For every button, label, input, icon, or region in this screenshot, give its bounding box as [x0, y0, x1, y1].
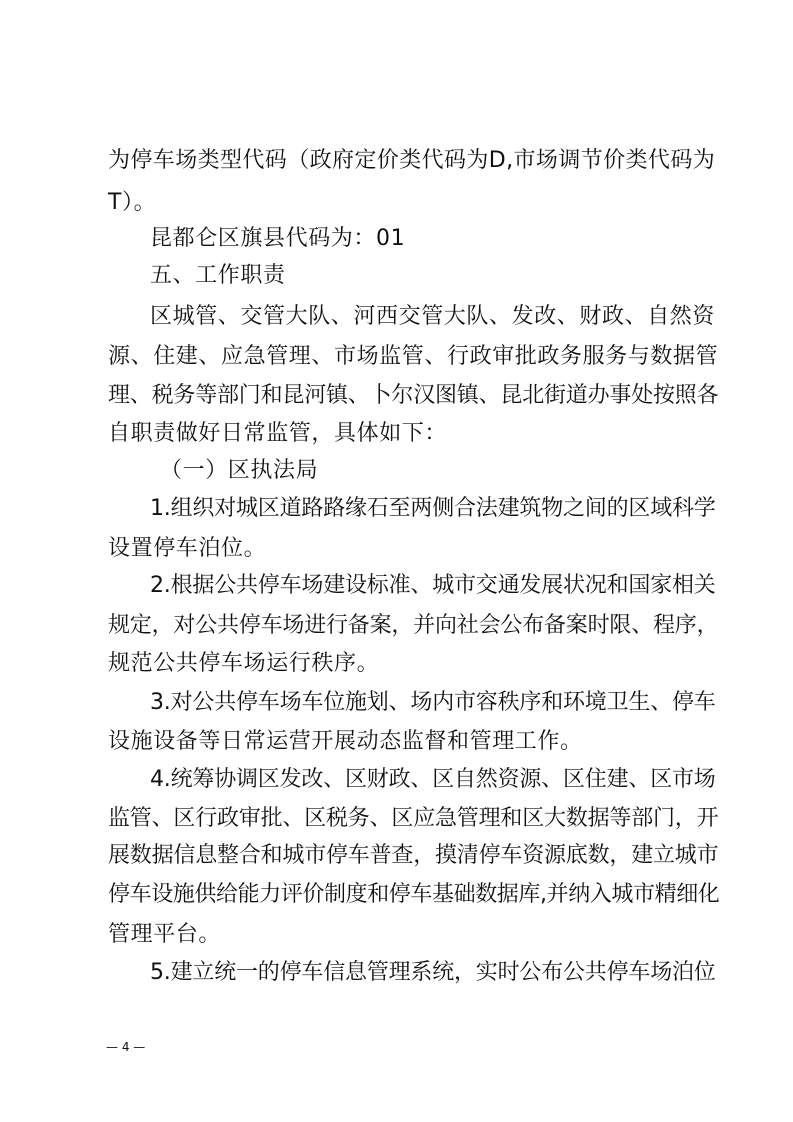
- text-line: 1.组织对城区道路路缘石至两侧合法建筑物之间的区域科学: [150, 496, 716, 521]
- text-line: 区城管、交管大队、河西交管大队、发改、财政、自然资: [150, 304, 716, 329]
- text-line: 源、住建、应急管理、市场监管、行政审批政务服务与数据管: [108, 344, 719, 369]
- text-line: 5.建立统一的停车信息管理系统，实时公布公共停车场泊位: [150, 960, 716, 985]
- text-line: 规定，对公共停车场进行备案，并向社会公布备案时限、程序，: [108, 613, 719, 638]
- text-line: 理、税务等部门和昆河镇、卜尔汉图镇、昆北街道办事处按照各: [108, 383, 719, 408]
- text-line: 2.根据公共停车场建设标准、城市交通发展状况和国家相关: [150, 573, 716, 598]
- text-line: 管理平台。: [108, 922, 222, 947]
- text-line: T）。: [108, 190, 157, 215]
- text-line: 设置停车泊位。: [108, 536, 267, 561]
- subsection-heading: （一）区执法局: [160, 458, 319, 483]
- text-line: 4.统筹协调区发改、区财政、区自然资源、区住建、区市场: [150, 767, 716, 792]
- text-line: 展数据信息整合和城市停车普查，摸清停车资源底数，建立城市: [108, 843, 719, 868]
- page-number: — 4 —: [106, 1040, 146, 1054]
- section-heading: 五、工作职责: [150, 263, 286, 288]
- text-line: 为停车场类型代码（政府定价类代码为D,市场调节价类代码为: [108, 148, 716, 173]
- text-line: 3.对公共停车场车位施划、场内市容秩序和环境卫生、停车: [150, 690, 716, 715]
- text-line: 自职责做好日常监管，具体如下：: [108, 421, 448, 446]
- text-line: 设施设备等日常运营开展动态监督和管理工作。: [108, 729, 583, 754]
- text-line: 规范公共停车场运行秩序。: [108, 651, 380, 676]
- text-line: 昆都仑区旗县代码为：01: [150, 226, 406, 251]
- text-line: 停车设施供给能力评价制度和停车基础数据库,并纳入城市精细化: [108, 882, 720, 907]
- text-line: 监管、区行政审批、区税务、区应急管理和区大数据等部门，开: [108, 806, 719, 831]
